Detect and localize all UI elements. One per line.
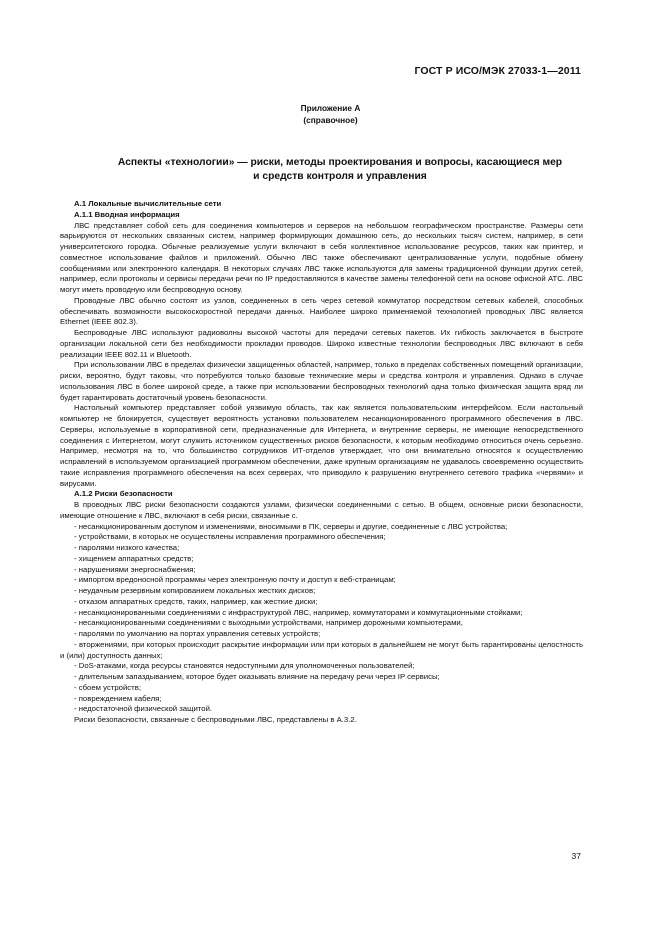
list-item: - длительным запаздыванием, которое будет оказывать влияние на передачу речи через IP сервисы; bbox=[74, 672, 440, 681]
annex-type: (справочное) bbox=[303, 115, 358, 125]
paragraph: При использовании ЛВС в пределах физически защищенных областей, например, только в пределах собственных помещений организации, риски, вероятно, будут таковы, что потребуются только базовые технические меры и средства контроля и управления. Однако в случае использования ЛВС в более широкой среде, а также при использовании беспроводных технологий одна только физическая защита вряд ли будет гарантировать достаточный уровень безопасности. bbox=[60, 360, 583, 402]
paragraph: Проводные ЛВС обычно состоят из узлов, соединенных в сеть через сетевой коммутатор посредством сетевых кабелей, способных обеспечивать возможности высокоскоростной передачи данных. Наиболее широко применяемой технологией проводных ЛВС является Ethernet (IEEE 802.3). bbox=[60, 295, 583, 327]
paragraph: ЛВС представляет собой сеть для соединения компьютеров и серверов на небольшом географическом пространстве. Размеры сети варьируются от нескольких связанных систем, например формирующих домашнюю сеть, до нескольких тысяч систем, например, в сети университетского городка. Обычные реализуемые услуги включают в себя коллективное использование ресурсов, таких как принтер, и совместное использование файлов и приложений. Обычно ЛВС также обеспечивают централизованные услуги, подобные обмену сообщениями или электронного календаря. В некоторых случаях ЛВС также используются для замены традиционной функции других сетей, например, если протоколы и сервисы передачи речи по IP предоставляются в качестве замены телефонной сети на основе офисной АТС. ЛВС могут иметь проводную или беспроводную основу. bbox=[60, 220, 583, 294]
document-body bbox=[60, 197, 583, 726]
annex-heading-line-2: и средств контроля и управления bbox=[253, 171, 427, 182]
paragraph: Настольный компьютер представляет собой уязвимую область, так как является пользовательским интерфейсом. Если настольный компьютер не блокируется, существует вероятность установки пользователем несанкционированного программного обеспечения в ЛВС. Серверы, используемые в корпоративной сети, предназначенные для Интернета, и внутренние серверы, не имеющие непосредственного соединения с Интернетом, могут служить источником существенных рисков безопасности, к которым необходимо относиться очень серьезно. Например, несмотря на то, что большинство сотрудников ИТ-отделов утверждает, что они внимательно относятся к осуществлению исправлений в используемом организацией программном обеспечении, даже крупным организациям не удавалось своевременно осуществить такие исправления программного обеспечения на всех серверах, что приводило к разрушению внутреннего сетевого трафика «червями» и вирусами. bbox=[60, 403, 583, 488]
section-heading-a11: А.1.1 Вводная информация bbox=[74, 209, 180, 219]
paragraph: Риски безопасности, связанные с беспроводными ЛВС, представлены в А.3.2. bbox=[74, 715, 357, 724]
list-item: - паролями по умолчанию на портах управления сетевых устройств; bbox=[74, 629, 321, 638]
paragraph: Беспроводные ЛВС используют радиоволны высокой частоты для передачи сетевых пакетов. Их гибкость заключается в быстроте организации локальной сети без необходимости прокладки проводов. Широко известные технологии беспроводных ЛВС включают в себя реализации IEEE 802.11 и Bluetooth. bbox=[60, 328, 583, 359]
list-item: - недостаточной физической защитой. bbox=[74, 704, 213, 714]
section-heading-a1: А.1 Локальные вычислительные сети bbox=[74, 199, 222, 208]
list-item: - хищением аппаратных средств; bbox=[74, 553, 194, 563]
list-item: - отказом аппаратных средств, таких, например, как жесткие диски; bbox=[74, 596, 318, 606]
list-item: - DoS-атаками, когда ресурсы становятся недоступными для уполномоченных пользователей; bbox=[74, 661, 415, 671]
list-item: - нарушениями энергоснабжения; bbox=[74, 564, 196, 574]
list-item: - импортом вредоносной программы через электронную почту и доступ к веб-страницам; bbox=[74, 575, 396, 585]
page-number: 37 bbox=[571, 851, 581, 861]
annex-title: Приложение А bbox=[300, 103, 361, 113]
annex-heading-line-1: Аспекты «технологии» — риски, методы проектирования и вопросы, касающиеся мер bbox=[117, 157, 563, 168]
list-item: - несанкционированным доступом и изменениями, вносимыми в ПК, серверы и другие, соединенные с ЛВС устройства; bbox=[74, 521, 508, 531]
list-item: - сбоем устройств; bbox=[74, 682, 142, 692]
list-item: - вторжениями, при которых происходит раскрытие информации или при которых в дальнейшем не могут быть гарантированы целостность и (или) доступность данных; bbox=[60, 639, 583, 660]
list-item: - повреждением кабеля; bbox=[74, 693, 162, 703]
list-item: - несанкционированными соединениями с выходными устройствами, например дорожными компьютерами, bbox=[74, 618, 463, 628]
list-item: - паролями низкого качества; bbox=[74, 543, 180, 552]
standard-header: ГОСТ Р ИСО/МЭК 27033-1—2011 bbox=[414, 65, 581, 77]
paragraph: В проводных ЛВС риски безопасности создаются узлами, физически соединенными с сетью. В общем, основные риски безопасности, имеющие отношение к ЛВС, включают в себя риски, связанные с. bbox=[60, 500, 583, 520]
list-item: - неудачным резервным копированием локальных жестких дисков; bbox=[74, 586, 316, 595]
list-item: - устройствами, в которых не осуществлены исправления программного обеспечения; bbox=[74, 532, 386, 542]
section-heading-a12: А.1.2 Риски безопасности bbox=[74, 489, 173, 499]
list-item: - несанкционированными соединениями с инфраструктурой ЛВС, например, коммутаторами и коммутационными стойками; bbox=[74, 607, 523, 617]
